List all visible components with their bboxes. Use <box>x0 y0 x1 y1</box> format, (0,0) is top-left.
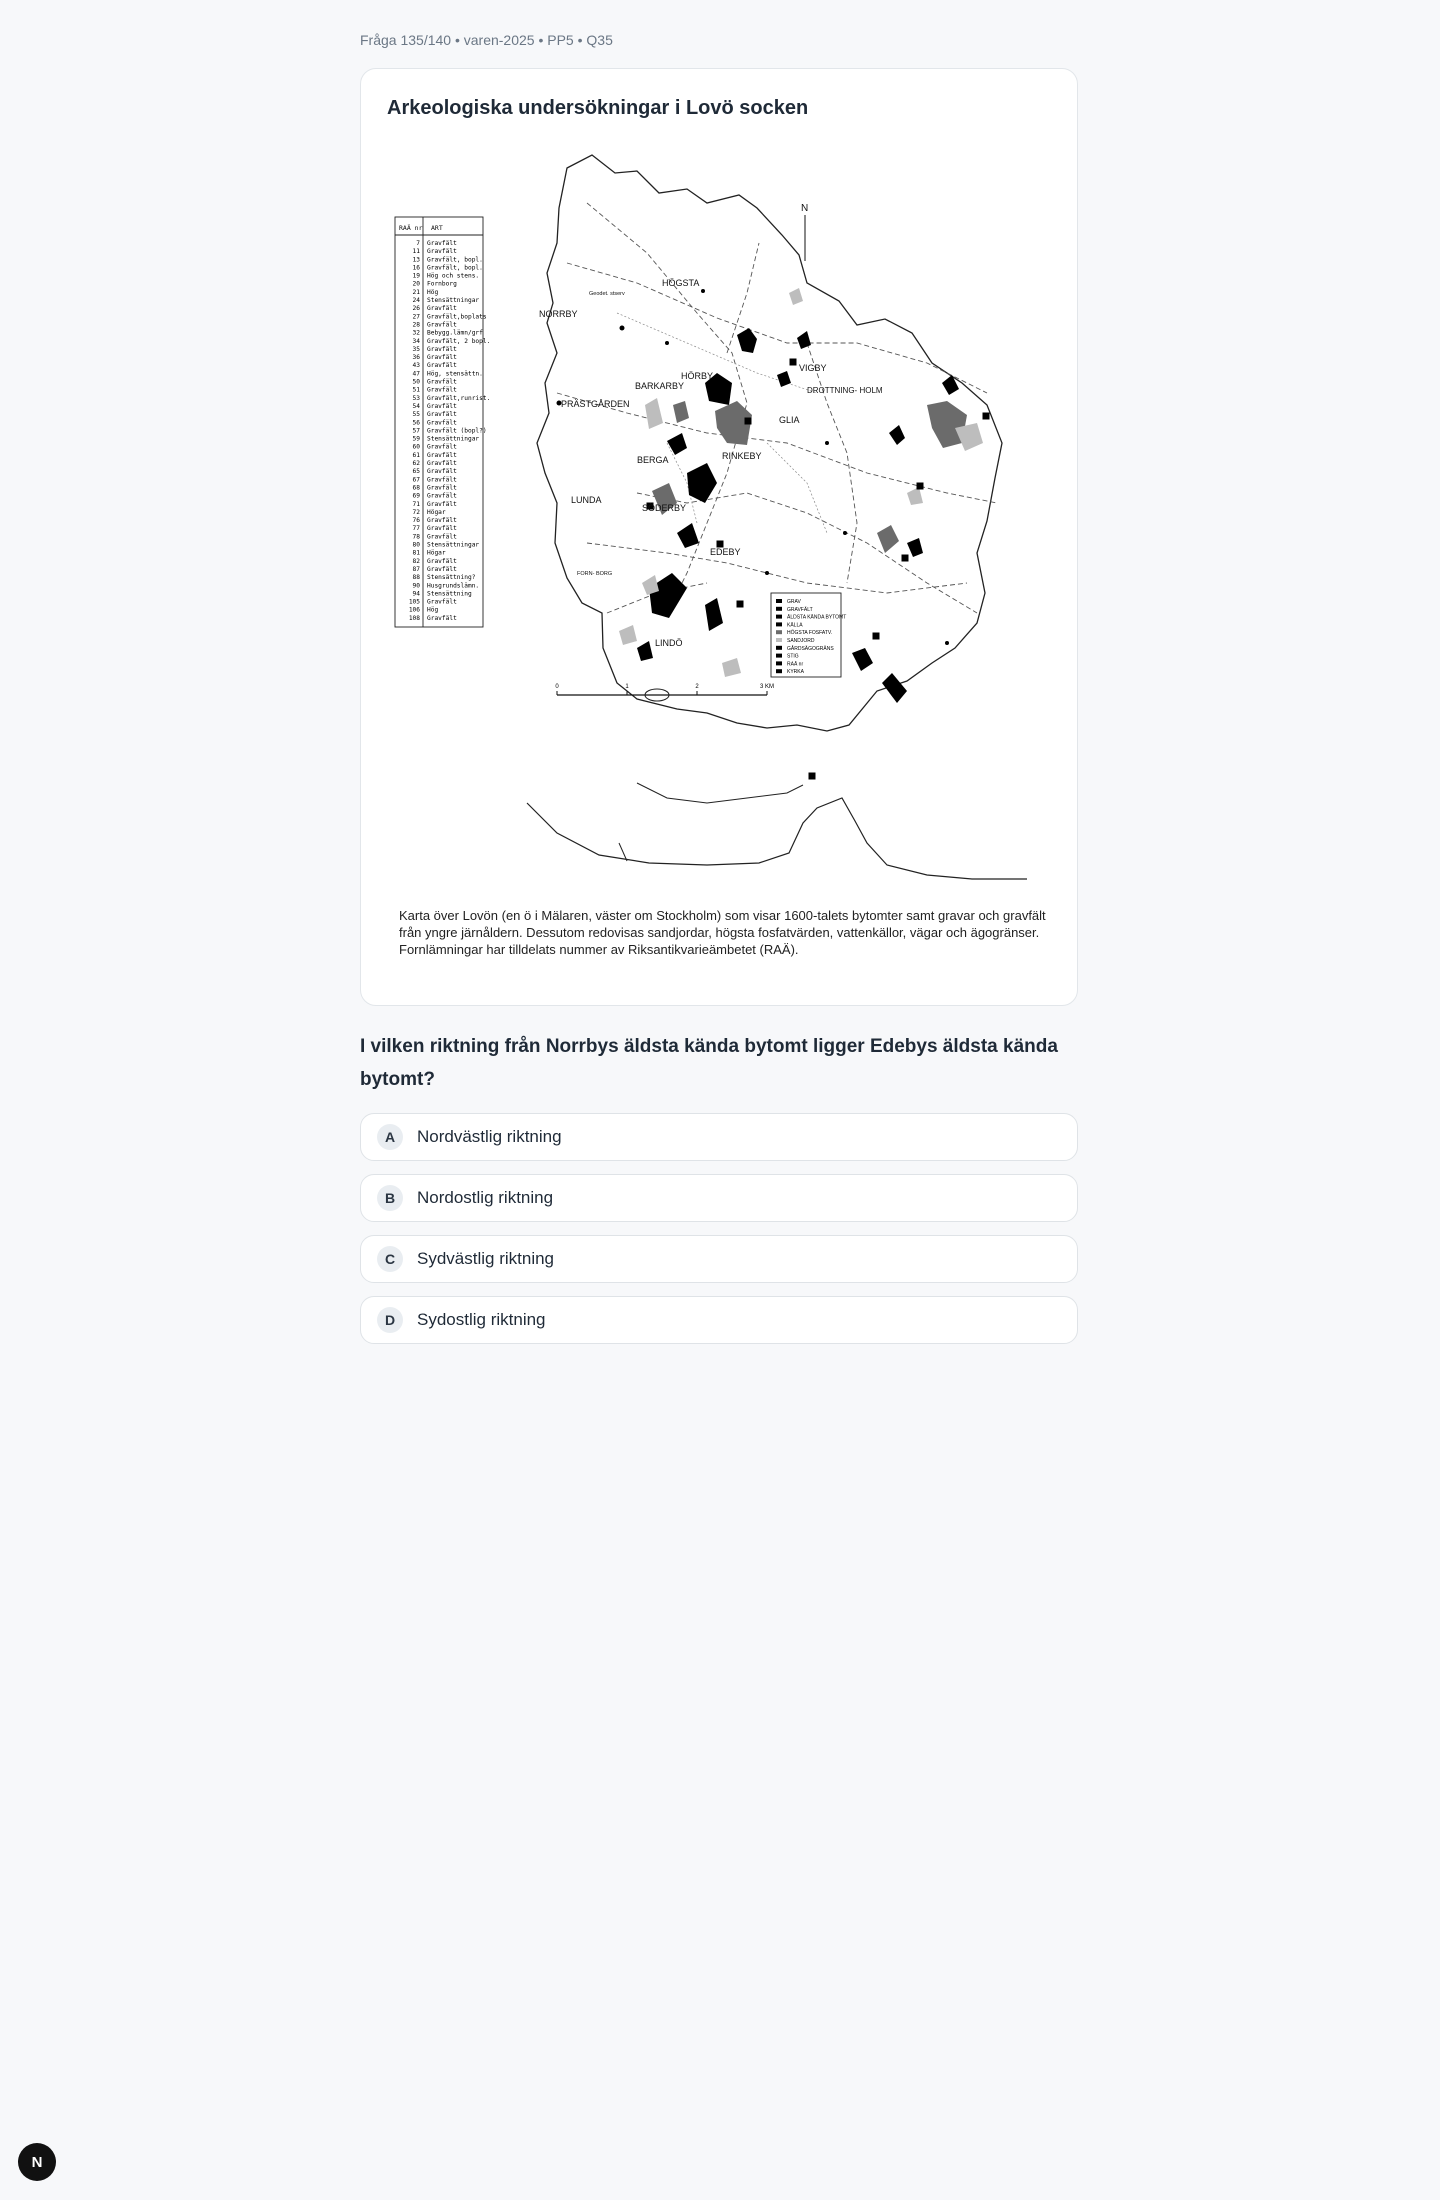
raa-nr: 21 <box>412 288 420 296</box>
raa-art: Gravfält <box>427 451 457 459</box>
place-barkarby: BARKARBY <box>635 381 685 391</box>
figure-caption: Karta över Lovön (en ö i Mälaren, väster om Stockholm) som visar 1600-talets bytomter samt gravar och gravfält från yngre järnåldern. Dessutom redovisas sandjordar, högsta fosfatvärden, vattenkällor, vägar och ägogränser. Fornlämningar har tilldelats nummer av Riksantikvarieämbetet (RAÄ). <box>399 908 1046 957</box>
raa-nr: 67 <box>412 476 420 484</box>
raa-nr: 27 <box>412 313 420 321</box>
raa-nr: 77 <box>412 525 420 533</box>
figure-card <box>360 68 1078 1006</box>
raa-art: Gravfält,runrist. <box>427 394 491 402</box>
raa-art: Stensättningar <box>427 541 480 549</box>
raa-table <box>395 217 490 627</box>
raa-nr: 51 <box>412 386 420 394</box>
place-vigby: VIGBY <box>799 363 827 373</box>
option-c[interactable] <box>360 1235 1078 1283</box>
raa-nr: 57 <box>412 427 420 435</box>
map-legend <box>771 593 846 677</box>
raa-nr: 16 <box>412 264 420 272</box>
raa-art: Gravfält <box>427 598 457 606</box>
legend-symbol <box>776 599 782 603</box>
raa-nr: 24 <box>412 297 420 305</box>
legend-label: ÄLDSTA KÄNDA BYTOMT <box>787 614 847 621</box>
option-b[interactable] <box>360 1174 1078 1222</box>
raa-nr: 43 <box>412 362 420 370</box>
legend-symbol <box>776 654 782 658</box>
place-glia: GLIA <box>779 415 800 425</box>
raa-nr: 20 <box>412 280 420 288</box>
scale-label: 0 <box>555 684 559 690</box>
raa-art: Gravfält <box>427 468 457 476</box>
raa-art: Gravfält <box>427 557 457 565</box>
raa-art: Gravfält <box>427 565 457 573</box>
raa-header-nr: RAÄ nr <box>399 224 423 232</box>
raa-art: Gravfält (bopl?) <box>427 427 487 435</box>
legend-symbol <box>776 615 782 619</box>
raa-nr: 53 <box>412 394 420 402</box>
raa-art: Gravfält <box>427 305 457 313</box>
raa-art: Hög, stensättn. <box>427 370 483 378</box>
raa-art: Gravfält <box>427 484 457 492</box>
option-b-text: Nordostlig riktning <box>417 1188 554 1207</box>
legend-symbol <box>776 661 782 665</box>
raa-nr: 61 <box>412 451 420 459</box>
place-prastgarden: PRÄSTGÅRDEN <box>561 399 630 409</box>
option-c-text: Sydvästlig riktning <box>417 1249 555 1268</box>
raa-nr: 78 <box>412 533 420 541</box>
place-soderby: SÖDERBY <box>642 503 687 513</box>
raa-art: Stensättningar <box>427 297 480 305</box>
raa-art: Gravfält <box>427 411 457 419</box>
north-arrow <box>801 203 808 261</box>
raa-nr: 76 <box>412 517 420 525</box>
raa-nr: 71 <box>412 500 420 508</box>
raa-art: Stensättningar <box>427 435 480 443</box>
raa-art: Gravfält <box>427 525 457 533</box>
raa-nr: 105 <box>408 598 420 606</box>
raa-art: Gravfält,boplats <box>427 313 487 321</box>
raa-nr: 87 <box>412 565 420 573</box>
place-geodet: Geodet. stserv <box>589 291 625 297</box>
raa-art: Hög och stens. <box>427 272 480 280</box>
option-a-text: Nordvästlig riktning <box>417 1127 562 1146</box>
raa-nr: 26 <box>412 305 420 313</box>
option-a[interactable] <box>360 1113 1078 1161</box>
raa-nr: 106 <box>408 606 420 614</box>
raa-art: Stensättning <box>427 590 472 598</box>
raa-nr: 56 <box>412 419 420 427</box>
legend-label: KÄLLA <box>787 622 803 629</box>
raa-nr: 72 <box>412 508 420 516</box>
place-lunda: LUNDA <box>571 495 602 505</box>
raa-nr: 32 <box>412 329 420 337</box>
raa-nr: 62 <box>412 460 420 468</box>
legend-label: GRAV <box>787 599 801 605</box>
north-label: N <box>801 203 809 214</box>
raa-nr: 90 <box>412 582 420 590</box>
raa-art: Gravfält <box>427 345 457 353</box>
question-meta: Fråga 135/140 • varen-2025 • PP5 • Q35 <box>360 32 613 48</box>
island-outline <box>537 155 1002 731</box>
raa-art: Gravfält <box>427 419 457 427</box>
raa-art: Hög <box>427 288 439 296</box>
legend-label: STIG <box>787 653 799 660</box>
place-lindo: LINDÖ <box>655 638 683 648</box>
lovo-map <box>387 143 1053 903</box>
raa-art: Gravfält <box>427 614 457 622</box>
raa-nr: 19 <box>412 272 420 280</box>
raa-art: Gravfält <box>427 402 457 410</box>
raa-art: Gravfält <box>427 460 457 468</box>
legend-symbol <box>776 669 782 673</box>
raa-nr: 28 <box>412 321 420 329</box>
option-d[interactable] <box>360 1296 1078 1344</box>
legend-label: GÅRDSÄGOGRÄNS <box>787 645 834 652</box>
raa-nr: 68 <box>412 484 420 492</box>
question-text: I vilken riktning från Norrbys äldsta kända bytomt ligger Edebys äldsta kända bytomt? <box>360 1036 1058 1090</box>
raa-art: Gravfält <box>427 378 457 386</box>
place-hogsta: HÖGSTA <box>662 278 700 288</box>
place-rinkeby: RINKEBY <box>722 451 762 461</box>
option-c-letter: C <box>377 1246 403 1272</box>
raa-art: Gravfält <box>427 517 457 525</box>
legend-symbol <box>776 630 782 634</box>
raa-nr: 80 <box>412 541 420 549</box>
raa-nr: 55 <box>412 411 420 419</box>
raa-art: Gravfält <box>427 500 457 508</box>
raa-nr: 82 <box>412 557 420 565</box>
raa-art: Fornborg <box>427 280 457 288</box>
place-horby: HÖRBY <box>681 371 714 381</box>
raa-art: Gravfält <box>427 354 457 362</box>
place-fornborg: FORN- BORG <box>577 571 613 577</box>
figure-title: Arkeologiska undersökningar i Lovö socken <box>387 97 809 119</box>
raa-nr: 47 <box>412 370 420 378</box>
raa-art: Bebygg.lämn/grf <box>427 329 483 337</box>
raa-nr: 69 <box>412 492 420 500</box>
raa-art: Gravfält, bopl. <box>427 256 483 264</box>
legend-label: SANDJORD <box>787 638 815 644</box>
scale-label: 2 <box>695 684 699 690</box>
raa-art: Högar <box>427 508 446 516</box>
raa-art: Gravfält, bopl. <box>427 264 483 272</box>
place-berga: BERGA <box>637 455 669 465</box>
raa-nr: 65 <box>412 468 420 476</box>
raa-nr: 7 <box>416 240 420 247</box>
legend-label: KYRKA <box>787 669 804 676</box>
legend-symbol <box>776 638 782 642</box>
raa-nr: 34 <box>412 337 420 345</box>
place-drottningholm: DROTTNING- HOLM <box>807 386 883 395</box>
legend-symbol <box>776 646 782 650</box>
raa-art: Hög <box>427 606 439 614</box>
legend-label: HÖGSTA FOSFATV. <box>787 630 833 637</box>
raa-nr: 35 <box>412 345 420 353</box>
raa-art: Gravfält <box>427 386 457 394</box>
raa-nr: 36 <box>412 354 420 362</box>
raa-art: Gravfält <box>427 321 457 329</box>
lindo-shore <box>527 798 1027 879</box>
raa-nr: 11 <box>412 248 420 256</box>
raa-nr: 13 <box>412 256 420 264</box>
raa-art: Gravfält <box>427 240 457 247</box>
raa-art: Gravfält <box>427 492 457 500</box>
option-b-letter: B <box>377 1185 403 1211</box>
option-a-letter: A <box>377 1124 403 1150</box>
raa-art: Gravfält <box>427 533 457 541</box>
raa-art: Gravfält <box>427 362 457 370</box>
raa-art: Gravfält <box>427 443 457 451</box>
raa-header-art: ART <box>431 224 443 232</box>
scale-label: 1 <box>625 684 629 690</box>
raa-nr: 94 <box>412 590 420 598</box>
raa-art: Gravfält, 2 bopl. <box>427 337 491 345</box>
raa-nr: 60 <box>412 443 420 451</box>
legend-label: RAÄ nr <box>787 661 804 668</box>
raa-nr: 59 <box>412 435 420 443</box>
raa-art: Husgrundslämn. <box>427 582 480 590</box>
option-d-text: Sydostlig riktning <box>417 1310 546 1329</box>
raa-nr: 50 <box>412 378 420 386</box>
legend-symbol <box>776 607 782 611</box>
raa-nr: 108 <box>408 614 420 622</box>
legend-symbol <box>776 622 782 626</box>
place-edeby: EDEBY <box>710 547 741 557</box>
raa-nr: 81 <box>412 549 420 557</box>
scale-label: 3 KM <box>759 684 775 690</box>
place-norrby: NORRBY <box>539 309 578 319</box>
raa-art: Gravfält <box>427 248 457 256</box>
assistant-fab[interactable]: N <box>18 2143 56 2181</box>
raa-art: Högar <box>427 549 446 557</box>
option-d-letter: D <box>377 1307 403 1333</box>
raa-art: Gravfält <box>427 476 457 484</box>
legend-label: GRAVFÄLT <box>787 606 813 613</box>
raa-nr: 88 <box>412 574 420 582</box>
raa-nr: 54 <box>412 402 420 410</box>
raa-art: Stensättning? <box>427 574 476 582</box>
